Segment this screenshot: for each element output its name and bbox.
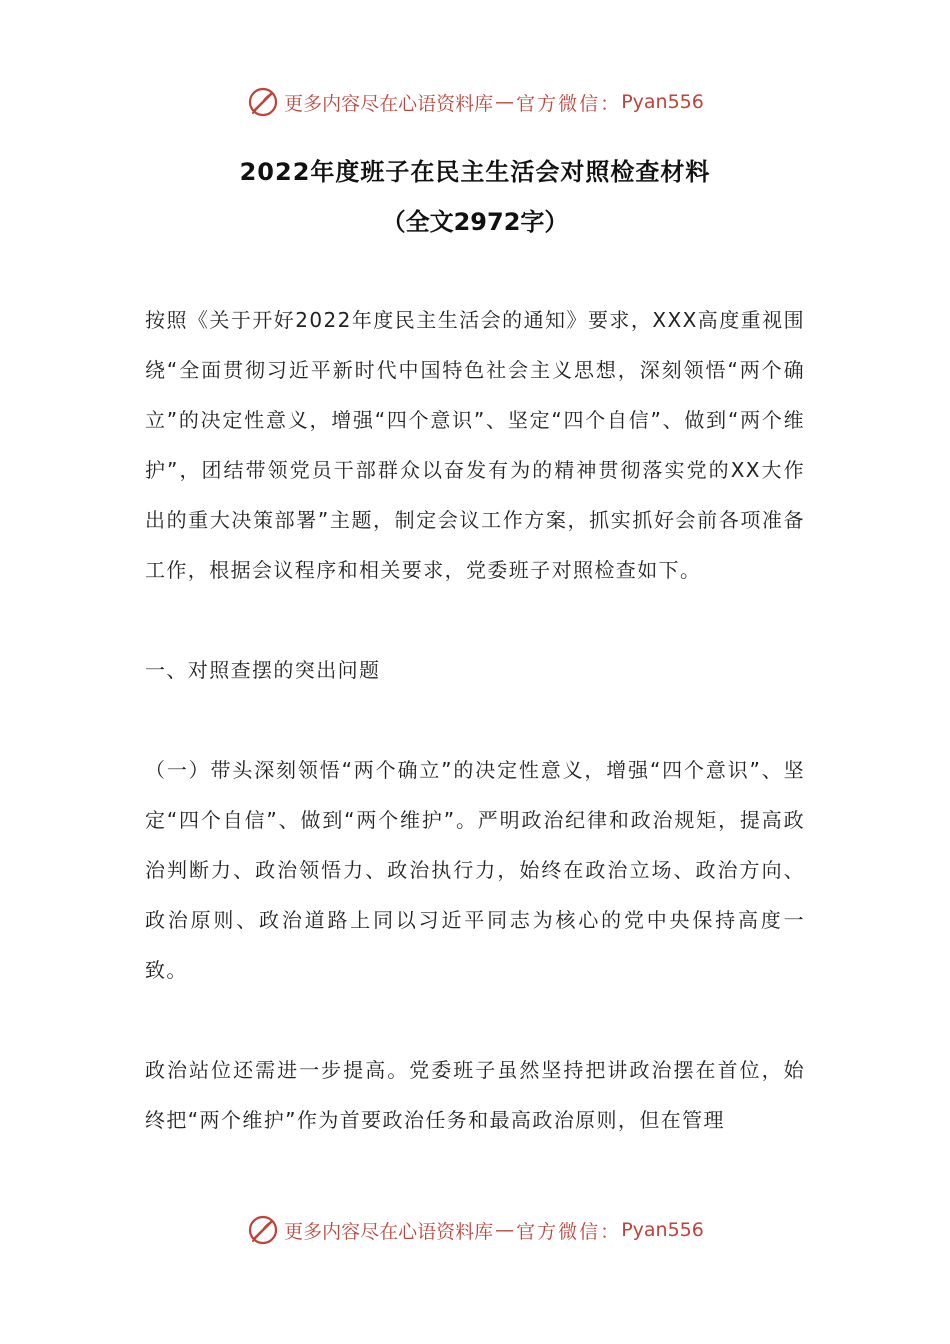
watermark-suffix: 官方微信：: [516, 92, 622, 115]
paragraph-spacer: [145, 595, 805, 645]
watermark-text: 更多内容尽在心语资料库: [284, 92, 494, 115]
document-body: [145, 295, 805, 1145]
watermark-banner-bottom: [0, 1210, 950, 1250]
quill-logo-icon: [246, 85, 280, 119]
document-title: 2022年度班子在民主生活会对照检查材料: [239, 158, 711, 186]
watermark-wechat-id: Pyan556: [621, 91, 704, 113]
section-heading: 一、对照查摆的突出问题: [145, 658, 381, 682]
body-paragraph: 政治站位还需进一步提高。党委班子虽然坚持把讲政治摆在首位，始终把“两个维护”作为首要政治任务和最高政治原则，但在管理: [145, 1058, 805, 1132]
watermark-dash: —: [495, 1219, 515, 1241]
watermark-text: 更多内容尽在心语资料库: [284, 1220, 494, 1243]
watermark-dash: —: [495, 91, 515, 113]
subsection-paragraph: （一）带头深刻领悟“两个确立”的决定性意义，增强“四个意识”、坚定“四个自信”、做到“两个维护”。严明政治纪律和政治规矩，提高政治判断力、政治领悟力、政治执行力，始终在政治立场、政治方向、政治原则、政治道路上同以习近平同志为核心的党中央保持高度一致。: [145, 758, 805, 982]
paragraph-spacer: [145, 995, 805, 1045]
document-subtitle: （全文2972字）: [381, 208, 569, 236]
watermark-wechat-id: Pyan556: [621, 1219, 704, 1241]
paragraph-spacer: [145, 695, 805, 745]
watermark-suffix: 官方微信：: [516, 1220, 622, 1243]
intro-paragraph: 按照《关于开好2022年度民主生活会的通知》要求，XXX高度重视围绕“全面贯彻习近平新时代中国特色社会主义思想，深刻领悟“两个确立”的决定性意义，增强“四个意识”、坚定“四个自信”、做到“两个维护”，团结带领党员干部群众以奋发有为的精神贯彻落实党的XX大作出的重大决策部署”主题，制定会议工作方案，抓实抓好会前各项准备工作，根据会议程序和相关要求，党委班子对照检查如下。: [145, 308, 805, 582]
watermark-banner-top: [0, 82, 950, 122]
quill-logo-icon: [246, 1213, 280, 1247]
